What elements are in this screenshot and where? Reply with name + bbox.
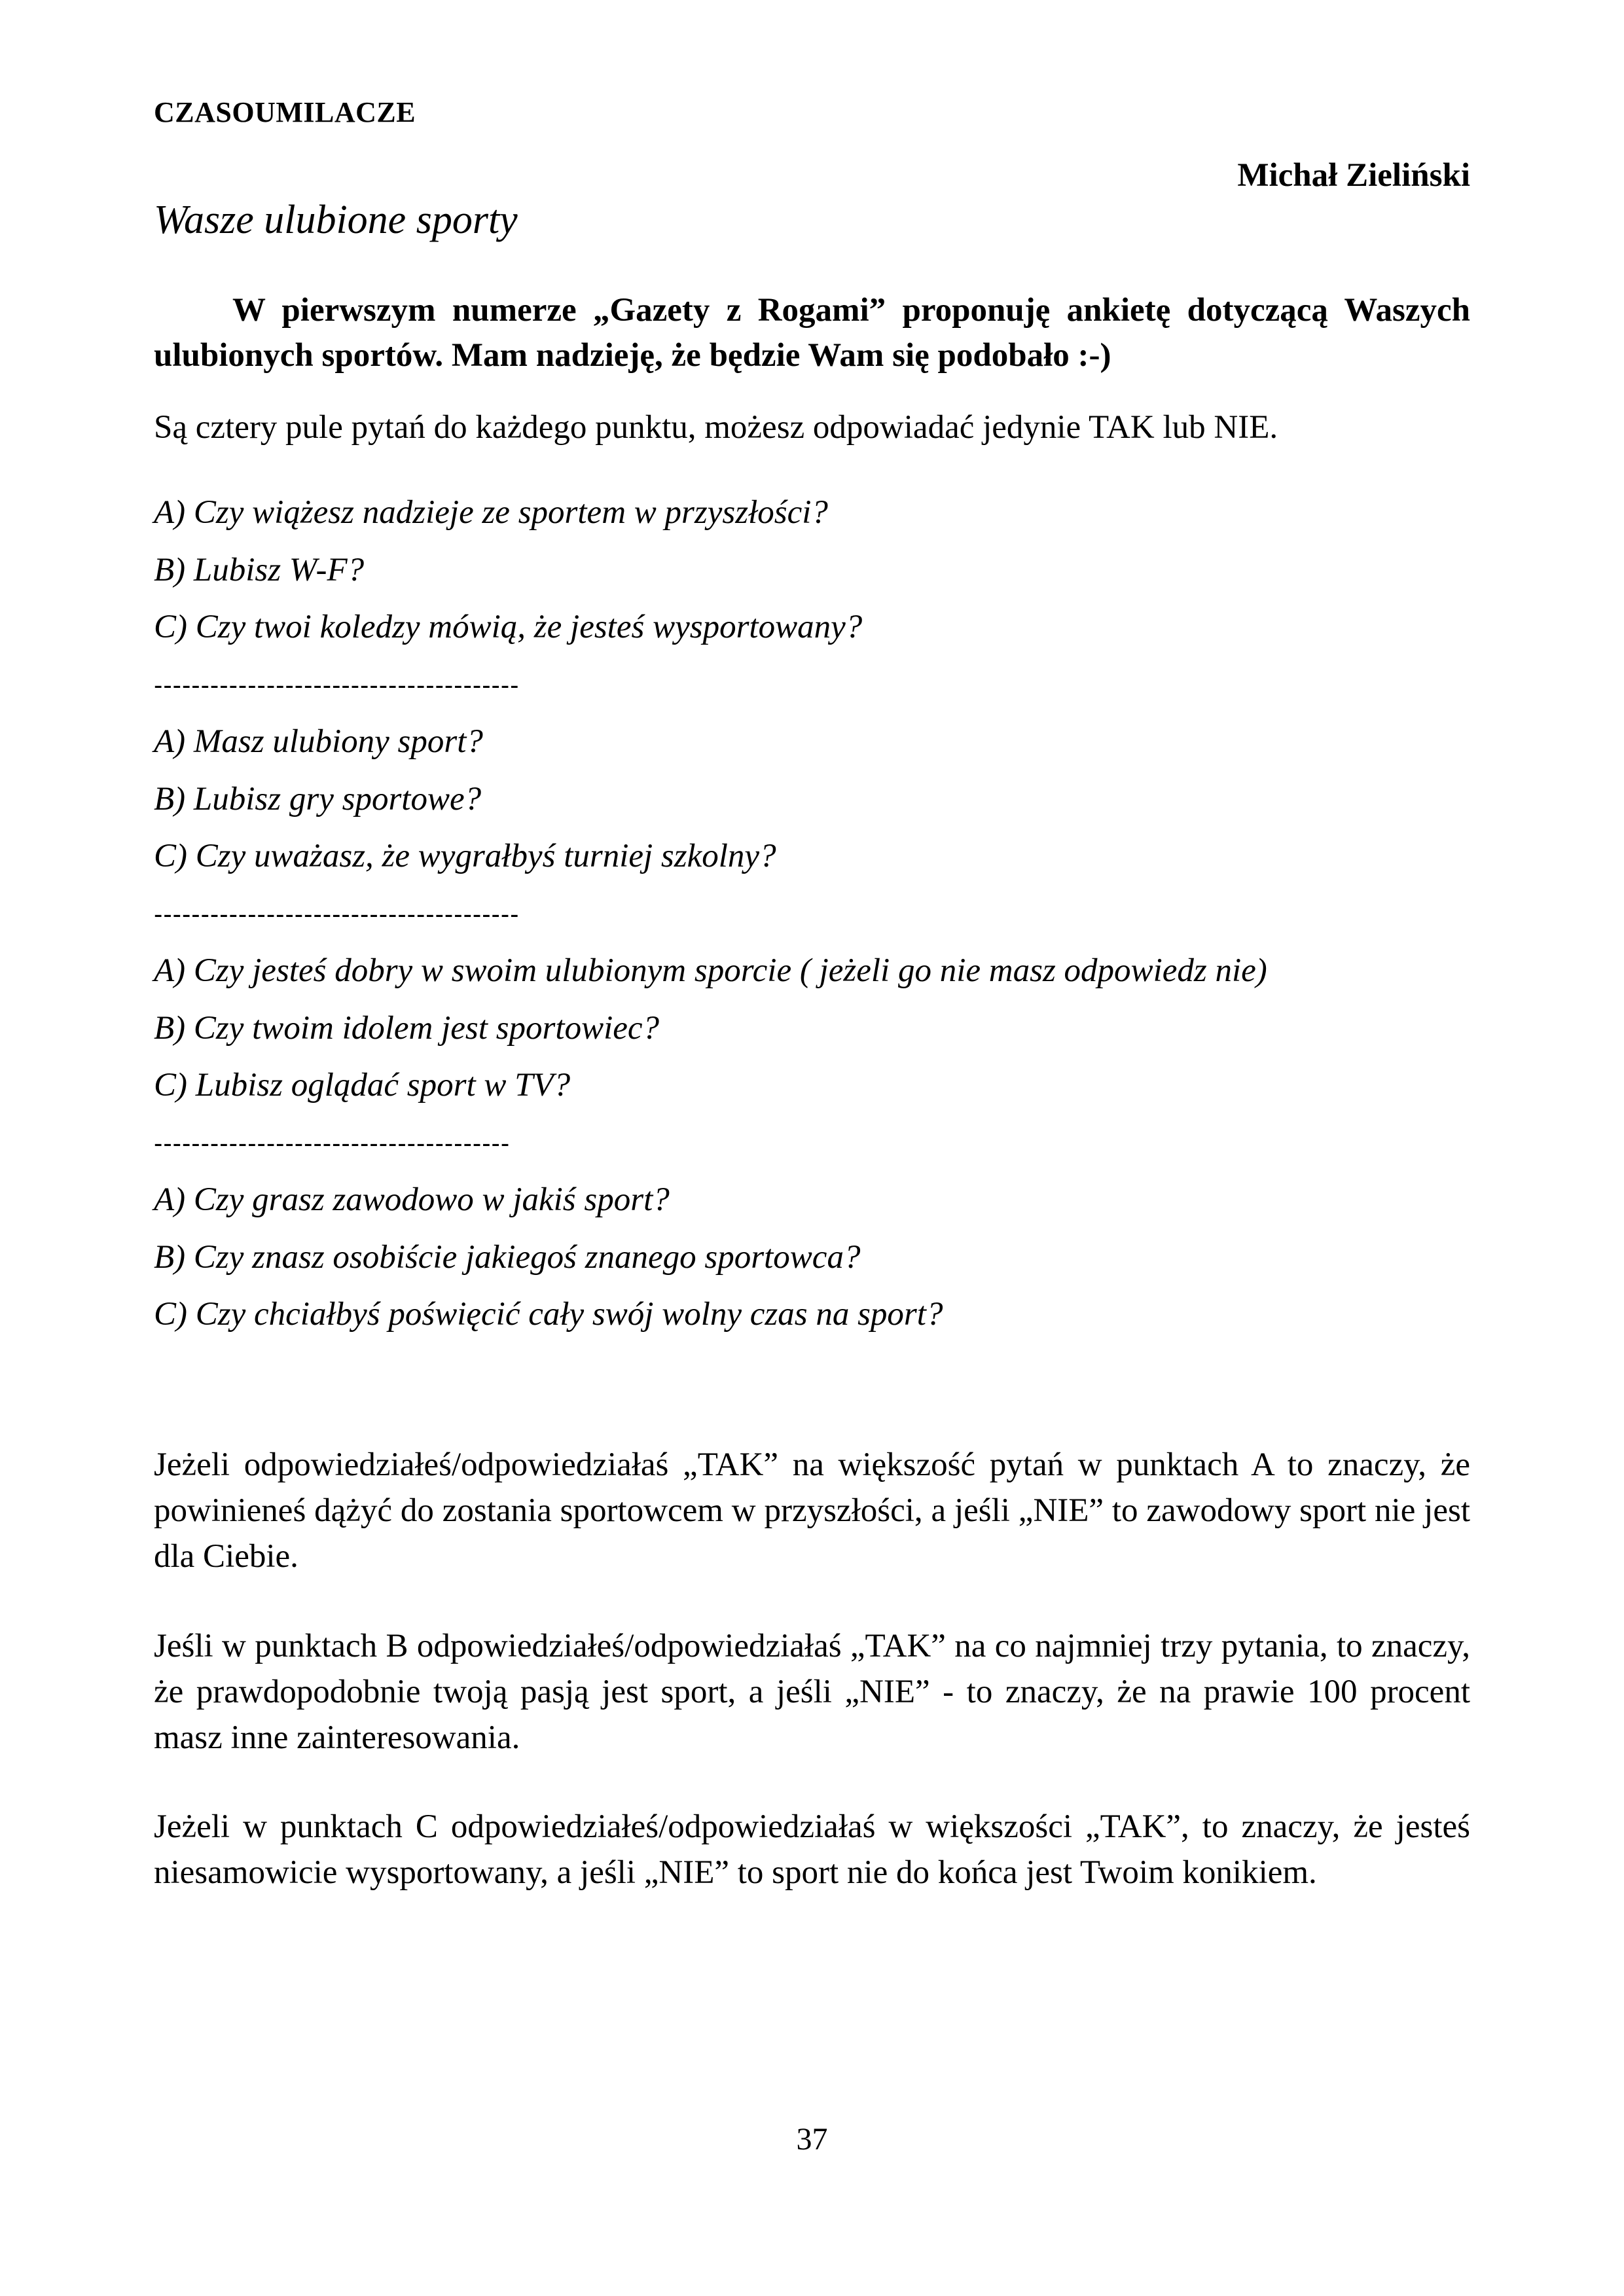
instructions-paragraph: Są cztery pule pytań do każdego punktu, możesz odpowiadać jedynie TAK lub NIE. bbox=[154, 409, 1278, 446]
group-separator: -------------------------------------- bbox=[154, 1128, 511, 1158]
section-label: CZASOUMILACZE bbox=[154, 96, 416, 128]
intro-paragraph: W pierwszym numerze „Gazety z Rogami” proponuję ankietę dotyczącą Waszych ulubionych sportów. Mam nadzieję, że będzie Wam się podobało :-) bbox=[154, 292, 1470, 374]
question-item: B) Lubisz gry sportowe? bbox=[154, 780, 482, 817]
question-item: B) Lubisz W-F? bbox=[154, 551, 365, 588]
question-item: B) Czy twoim idolem jest sportowiec? bbox=[154, 1009, 660, 1047]
question-item: A) Czy jesteś dobry w swoim ulubionym sporcie ( jeżeli go nie masz odpowiedz nie) bbox=[154, 952, 1267, 989]
group-separator: --------------------------------------- bbox=[154, 670, 520, 700]
question-list bbox=[154, 496, 1470, 1355]
result-paragraph-c: Jeżeli w punktach C odpowiedziałeś/odpowiedziałaś w większości „TAK”, to znaczy, że jesteś niesamowicie wysportowany, a jeśli „NIE” to sport nie do końca jest Twoim konikiem. bbox=[154, 1808, 1470, 1891]
question-item: A) Czy wiążesz nadzieje ze sportem w przyszłości? bbox=[154, 494, 828, 531]
question-item: C) Czy uważasz, że wygrałbyś turniej szkolny? bbox=[154, 838, 776, 874]
question-item: A) Masz ulubiony sport? bbox=[154, 723, 483, 760]
author-name: Michał Zieliński bbox=[1237, 157, 1470, 194]
question-item: B) Czy znasz osobiście jakiegoś znanego sportowca? bbox=[154, 1238, 861, 1276]
question-item: C) Lubisz oglądać sport w TV? bbox=[154, 1067, 571, 1103]
group-separator: --------------------------------------- bbox=[154, 899, 520, 929]
question-item: A) Czy grasz zawodowo w jakiś sport? bbox=[154, 1181, 670, 1218]
question-item: C) Czy twoi koledzy mówią, że jesteś wysportowany? bbox=[154, 609, 863, 645]
page-number: 37 bbox=[796, 2122, 828, 2157]
article-title: Wasze ulubione sporty bbox=[154, 198, 518, 242]
result-paragraph-a: Jeżeli odpowiedziałeś/odpowiedziałaś „TAK” na większość pytań w punktach A to znaczy, że powinieneś dążyć do zostania sportowcem w przyszłości, a jeśli „NIE” to zawodowy sport nie jest dla Ciebie. bbox=[154, 1446, 1470, 1575]
result-paragraph-b: Jeśli w punktach B odpowiedziałeś/odpowiedziałaś „TAK” na co najmniej trzy pytania, to znaczy, że prawdopodobnie twoją pasją jest sport, a jeśli „NIE” - to znaczy, że na prawie 100 procent masz inne zainteresowania. bbox=[154, 1628, 1470, 1756]
question-item: C) Czy chciałbyś poświęcić cały swój wolny czas na sport? bbox=[154, 1296, 943, 1333]
